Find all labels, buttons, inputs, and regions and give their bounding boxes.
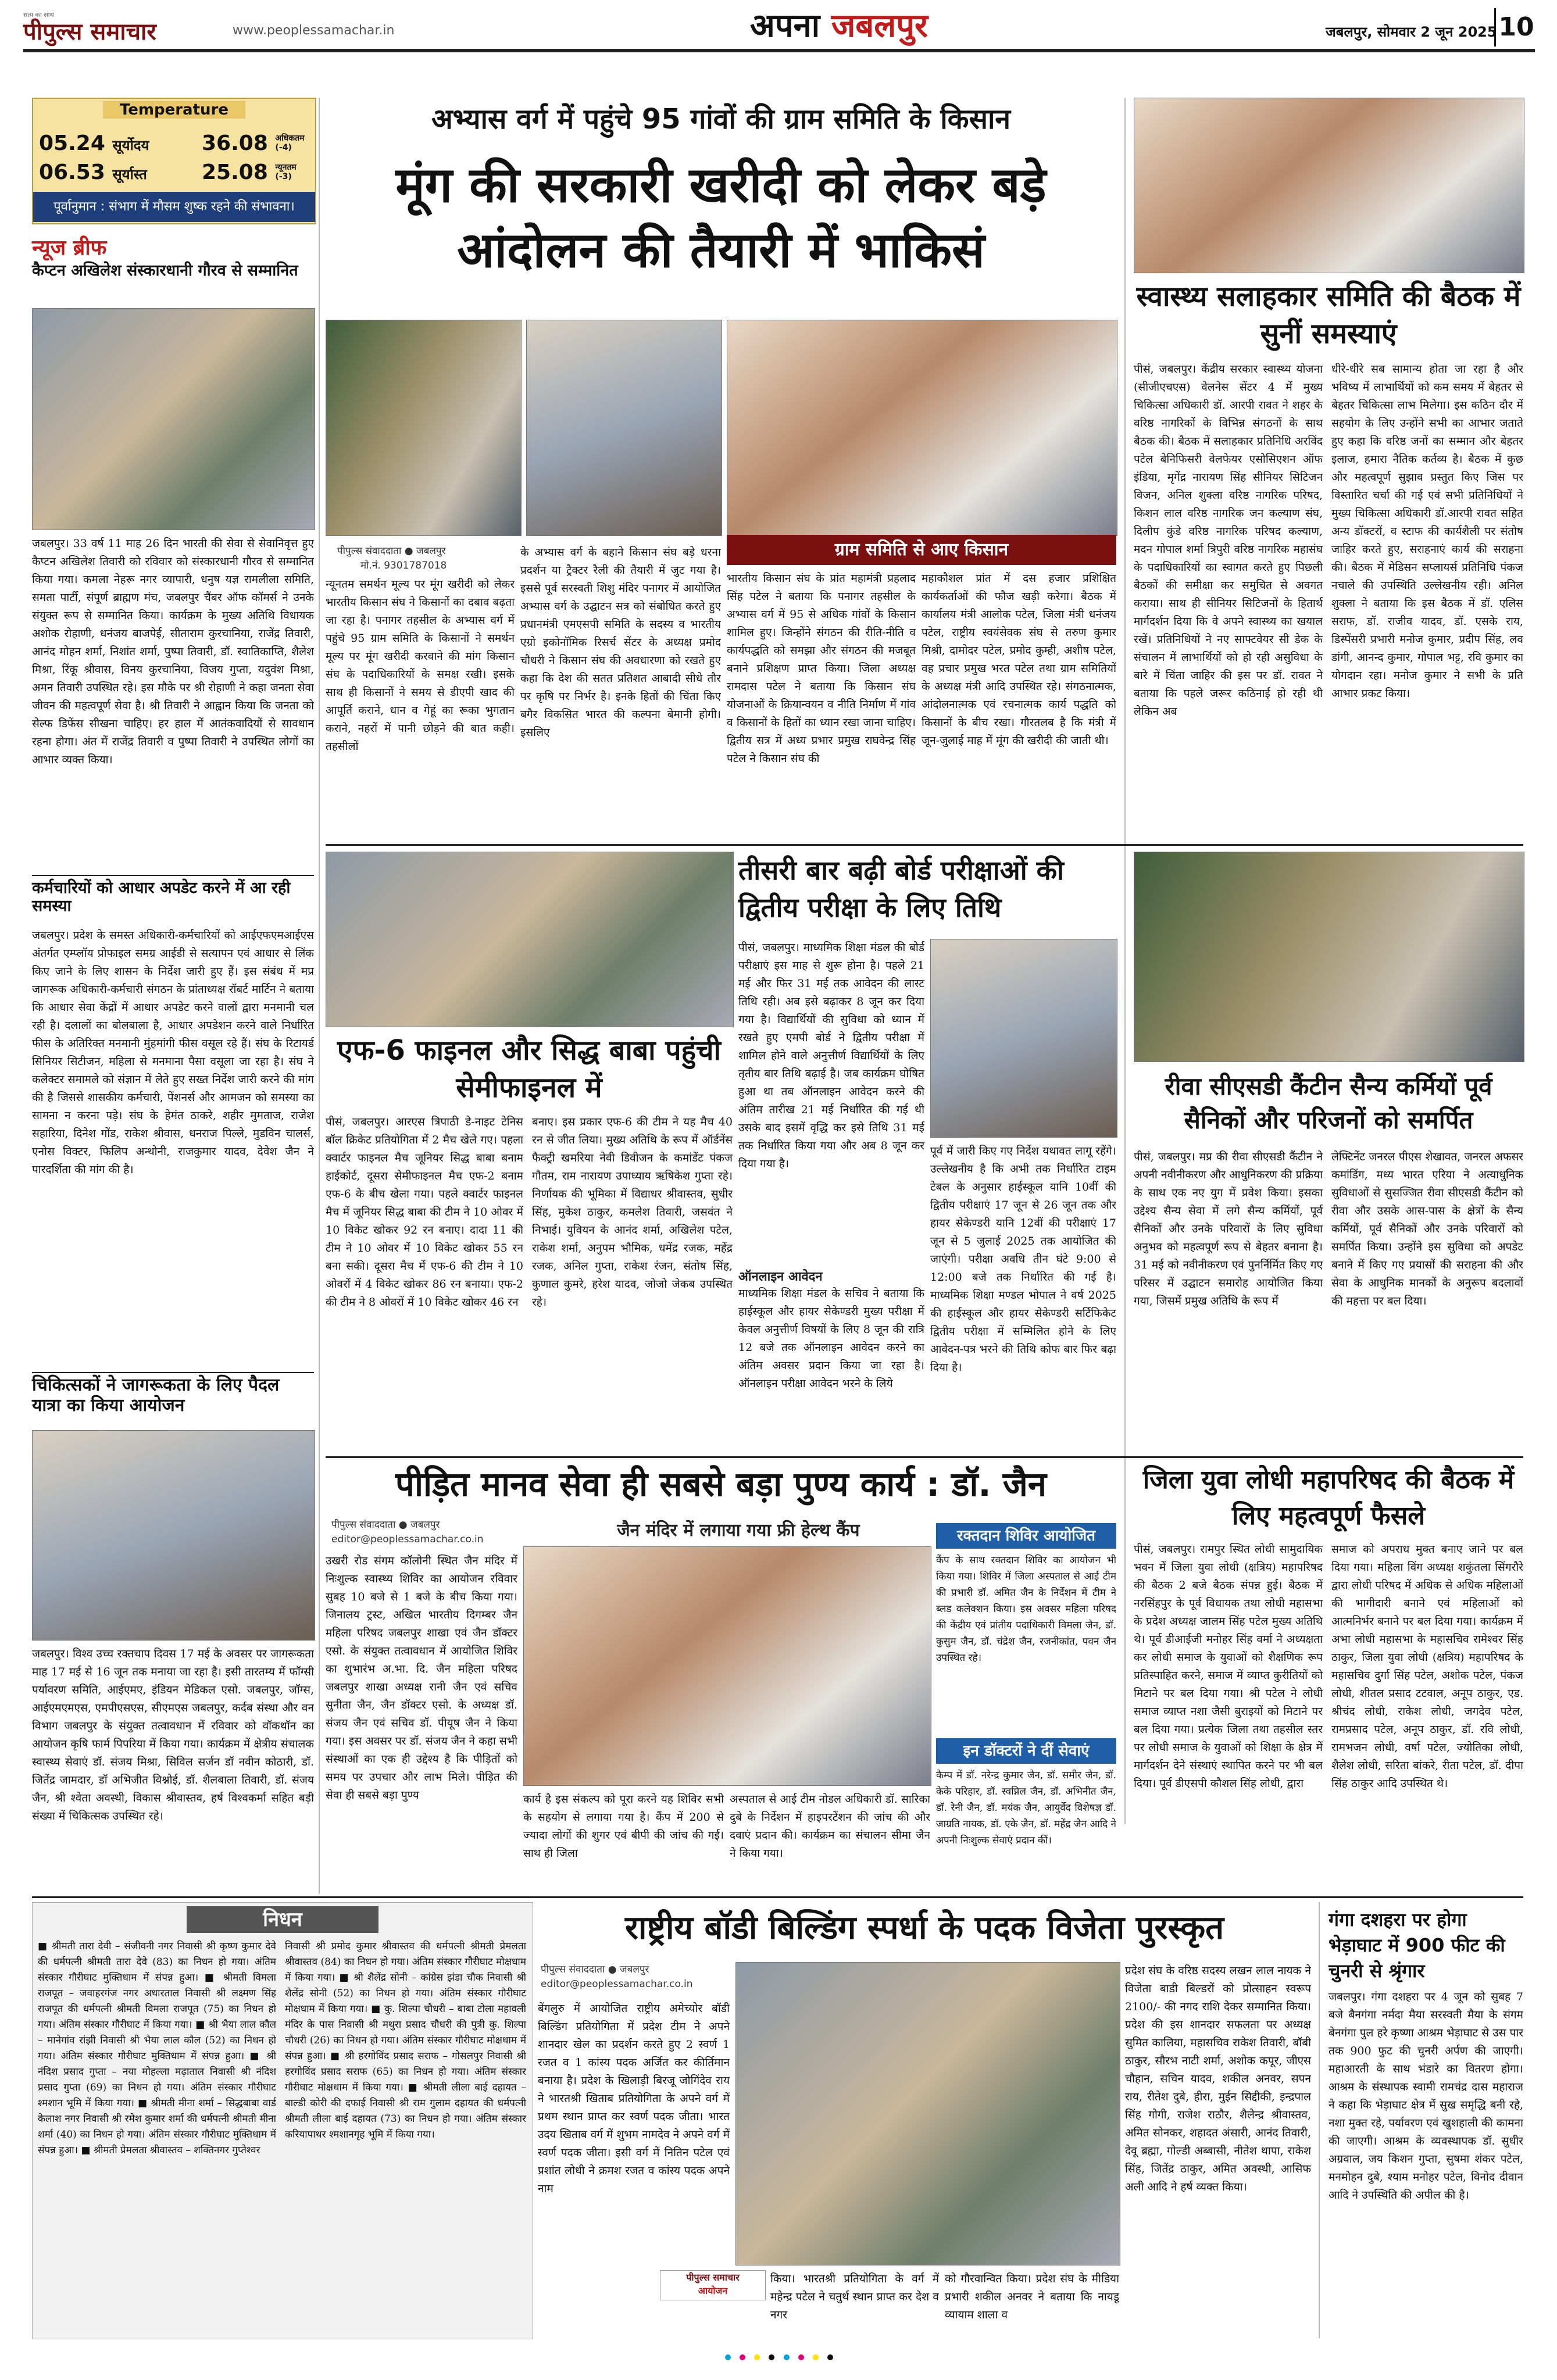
row-rule-2: [326, 1456, 1523, 1458]
min-temp-row: [202, 160, 310, 184]
weather-title: Temperature: [103, 101, 245, 119]
lead-kicker: अभ्यास वर्ग में पहुंचे 95 गांवों की ग्राम समिति के किसान: [431, 103, 1011, 135]
lead-col-3: भारतीय किसान संघ के प्रांत महामंत्री प्रहलाद सिंह पटेल ने बताया कि पनागर तहसील के अभ्यास वर्ग में 95 से अधिक गांवों के किसान शामिल हुए। जिन्होंने संगठन की रीति-नीति व कार्यपद्धति को समझा और संगठन की मजबूत बनाने प्रशिक्षण प्राप्त किया। जिला अध्यक्ष रामदास पटेल ने बताया कि किसान संघ योजनाओं के क्रियान्वयन व नीति निर्माण में गांव व किसानों के हितों का ध्यान रखा जाना चाहिए। द्वितीय सत्र में अध्य प्रभार प्रमुख राघवेन्द्र सिंह पटेल ने किसान संघ की: [727, 572, 916, 765]
bodybuilding-headline: राष्ट्रीय बॉडी बिल्डिंग स्पर्धा के पदक विजेता पुरस्कृत: [624, 1909, 1224, 1947]
brief1-body: जबलपुर। 33 वर्ष 11 माह 26 दिन भारती की सेवा से सेवानिवृत्त हुए कैप्टन अखिलेश तिवारी को रविवार को संस्कारधानी गौरव से सम्मानित किया गया। कमला नेहरू नगर व्यापारी, धनुष यज्ञ रामलीला समिति, समता पार्टी, संपूर्ण ब्राह्मण मंच, जबलपुर चैंबर ऑफ कॉमर्स ने उनके संयुक्त रूप से सम्मानित किया। कार्यक्रम के मुख्य अतिथि विधायक अशोक रोहाणी, धनंजय बाजपेई, सीताराम कुरचानिया, राजेंद्र तिवारी, आनंद मोहन शर्मा, निशांत शर्मा, पुष्पा तिवारी, डॉ. स्वातिकाप्ति, शैलेश मिश्रा, रिंकू श्रीवास, विनय कुरचानिया, विजय गुप्ता, यदुवंश मिश्रा, अमन तिवारी उपस्थित रहे। इस मौके पर श्री रोहाणी ने कहा जनता सेवा जीवन की महत्वपूर्ण सेवा है। श्री तिवारी ने आह्वान किया कि जनता को सेल्फ डिफेंस सीखना चाहिए। हर हाल में आतंकवादियों से सावधान रहना होगा। अंत में राजेंद्र तिवारी व पुष्पा तिवारी ने उपस्थित लोगों का आभार व्यक्त किया।: [32, 537, 314, 766]
lead-col-4: महाकौशल प्रांत में दस हजार प्रशिक्षित कार्यकर्ताओं की फौज खड़ी करेगा। बैठक में कार्यालय मंत्री आलोक पटेल, जिला मंत्री धनंजय पटेल, राष्ट्रीय स्वयंसेवक संघ से तरुण कुमार मिश्री, दामोदर पटेल, प्रमोद कुम्ही, अशीष पटेल, वह प्रचार प्रमुख भरत पटेल तथा ग्राम समितियों के अध्यक्ष मंत्री आदि उपस्थित रहे। संगठनात्मक, आंदोलनात्मक एवं रचनात्मक कार्य पद्धति को किसानों के बीच रखा। गौरतलब है कि मंत्री में जून-जुलाई माह में मूंग की खरीदी की जाती थी।: [922, 572, 1116, 747]
row-rule-3: [32, 1896, 1523, 1898]
jain-box2-body: कैम्प में डॉ. नरेन्द्र कुमार जैन, डॉ. समीर जैन, डॉ. केके परिहार, डॉ. स्वप्निल जैन, डॉ. अभिनीत जैन, डॉ. रेनी जैन, डॉ. मयंक जैन, आयुर्वेद विशेषज्ञ डॉ. जाग्रति नायक, डॉ. एके जैन, डॉ. महेंद्र जैन आदि ने अपनी निःशुल्क सेवाएं प्रदान कीं।: [936, 1770, 1116, 1846]
lead-col-2: के अभ्यास वर्ग के बहाने किसान संघ बड़े धरना प्रदर्शन या ट्रैक्टर रैली की तैयारी में जुट गया है। इससे पूर्व सरस्वती शिशु मंदिर पनागर में आयोजित अभ्यास वर्ग के उद्घाटन सत्र को संबोधित करते हुए प्रधानमंत्री एमएसपी समिति के सदस्य व भारतीय एग्रो इकोनॉमिक रिसर्च सेंटर के अध्यक्ष प्रमोद चौधरी ने किसान संघ की अवधारणा को रखते हुए कहा कि देश की सतत प्रतिशत आबादी सीधे तौर पर कृषि पर निर्भर है। इनके हितों की चिंता किए बगैर विकसित भारत की कल्पना बेमानी होगी। इसलिए: [520, 546, 721, 739]
min-temp-label: न्यूनतम (-3): [275, 163, 297, 181]
brief2-headline: कर्मचारियों को आधार अपडेट करने में आ रही समस्या: [32, 879, 291, 916]
jain-subhead: जैन मंदिर में लगाया गया फ्री हेल्थ कैंप: [617, 1520, 860, 1541]
brief2-body: जबलपुर। प्रदेश के समस्त अधिकारी-कर्मचारियों को आईएफएमआईएस अंतर्गत एम्प्लॉय प्रोफाइल समग्र आईडी से सत्यापन एवं आधार से लिंक किए जाने के लिए शासन के निर्देश जारी हुए हैं। इस संबंध में मप्र जागरूक अधिकारी-कर्मचारी संगठन के प्रांताध्यक्ष रॉबर्ट मार्टिन ने बताया कि आधार सेवा केंद्रों में आधार अपडेट करने वालों द्वारा मनमानी चल रही है। दलालों का बोलबाला है, आधार अपडेशन करने वाले निर्धारित फीस के अतिरिक्त मनमानी मुंहमांगी फीस वसूल रहे हैं। संघ के रिटायर्ड सिनियर सिटीजन, महिला से मनमाना पैसा वसूला जा रहा है। संघ ने कलेक्टर समामले को संज्ञान में लेते हुए सख्त निर्देश जारी करने की मांग की है जिससे शासकीय कर्मचारी, पेंशनर्स और आमजन को समस्या का सामना न करना पड़े। संघ के हेमंत ठाकरे, शहीर मुमताज, राजेश सहारिया, दिनेश गोंड, राकेश श्रीवास, धनराज पिल्ले, मुडविन चालर्स, एनोस विक्टर, फिलिप अन्थोनी, राजकुमार यादव, देवेश जैन ने पारदर्शिता की मांग की है।: [32, 929, 314, 1176]
masthead-rule: [23, 49, 1535, 52]
lodhi-col-1: पीसं, जबलपुर। रामपुर स्थित लोधी सामुदायिक भवन में जिला युवा लोधी (क्षत्रिय) महापरिषद की बैठक 2 बजे बैठक संपन्न हुई। बैठक में नरसिंहपुर के पूर्व विधायक तथा लोधी महासभा के प्रदेश अध्यक्ष जालम सिंह पटेल मुख्य अतिथि थे। पूर्व डीआईजी मनोहर सिंह वर्मा ने अध्यक्षता कर लोधी समाज के युवाओं को शैक्षणिक रूप प्रतिस्पाहित करने, समाज में व्याप्त कुरीतियों को मिटाने पर बल दिया गया। श्री पटेल ने लोधी समाज व्याप्त नशा जैसी बुराइयों को मिटाने पर बल दिया गया। प्रत्येक जिला तथा तहसील स्तर पर लोधी समाज के युवाओं को शिक्षा के क्षेत्र में मार्गदर्शन देने संस्थाएं स्थापित करने पर भी बल दिया। पूर्व डीएसपी कौशल सिंह लोधी, द्वारा: [1134, 1543, 1323, 1790]
col-separator-left: [319, 98, 320, 1894]
cricket-col-2: बनाए। इस प्रकार एफ-6 की टीम ने यह मैच 40 रन से जीत लिया। मुख्य अतिथि के रूप में ऑर्डनेंस फैक्ट्री खमरिया नेवी डिवीजन के कमांडेंट पंकज गौतम, राम नारायण उपाध्याय ऋषिकेश गुप्ता रहे। निर्णायक की भूमिका में विद्याधर श्रीवास्तव, सुधीर सिंह, मुकेश ठाकुर, कमलेश तिवारी, जसवंत ने निभाई। युवियन के आनंद शर्मा, अखिलेश पटेल, राकेश शर्मा, अनुपम भौमिक, धमेंद्र रजक, महेंद्र रजक, अनिल गुप्ता, राकेश रंजन, संतोष सिंह, कुणाल कुमरे, हरेश यादव, जोजो जेकब उपस्थित रहे।: [532, 1116, 733, 1309]
health-photo: [1134, 98, 1524, 273]
registration-dot: [784, 2354, 790, 2360]
jain-box1-body: कैंप के साथ रक्तदान शिविर का आयोजन भी किया गया। शिविर में जिला अस्पताल से आई टीम की प्रभारी डॉ. अमित जैन के निर्देशन में टीम ने ब्लड कलेक्शन किया। इस अवसर महिला परिषद की केंद्रीय एवं प्रांतीय पदाधिकारी विमला जैन, डॉ. कुसुम जैन, डॉ. चंद्रेश जैन, रजनीकांत, पवन जैन उपस्थित रहे।: [936, 1554, 1116, 1664]
registration-dot: [813, 2354, 819, 2360]
brief1-headline: कैप्टन अखिलेश संस्कारधानी गौरव से सम्मानित: [32, 262, 298, 280]
lead-byline: पीपुल्स संवाददाता ● जबलपुर: [337, 545, 446, 557]
bodybuilding-col-1: बेंगलुरु में आयोजित राष्ट्रीय अमेच्योर बॉडी बिल्डिंग प्रतियोगिता में प्रदेश टीम ने अपने शानदार खेल का प्रदर्शन करते हुए 2 स्वर्ण 1 रजत व 1 कांस्य पदक अर्जित कर कीर्तिमान बनाया है। प्रदेश के खिलाड़ी बिरजू जोगिंदेव राय ने भारतश्री खिताब प्रतियोगिता के अपने वर्ग में प्रथम स्थान प्राप्त कर स्वर्ण पदक जीता। भारत उदय खिताब वर्ग में शुभम नामदेव ने अपने वर्ग में स्वर्ण पदक जीता। इसी वर्ग में नितिन पटेल एवं प्रशांत लोधी ने क्रमश रजत व कांस्य पदक अपने नाम: [538, 2002, 730, 2195]
section-title: [750, 8, 928, 44]
canteen-col-2: लेफ्टिनेंट जनरल पीएस शेखावत, जनरल अफसर कमांडिंग, मध्य भारत एरिया ने अत्याधुनिक सुविधाओं से सुसज्जित रीवा सीएसडी कैंटीन को रीवा और उसके आस-पास के क्षेत्रों के सैन्य कर्मियों, पूर्व सैनिकों और उनके परिवारों को समर्पित किया। उन्होंने इस सुविधा को अपडेट बनाने में किए गए प्रयासों की सराहना की और सेवा के आधुनिक मानकों के अनुरूप बदलावों की महत्ता पर बल दिया।: [1331, 1150, 1523, 1307]
section-city: जबलपुर: [831, 7, 928, 45]
row-rule-1: [326, 844, 1523, 846]
lead-col-1: न्यूनतम समर्थन मूल्य पर मूंग खरीदी को लेकर भारतीय किसान संघ ने किसानों का दबाव बढ़ता जा रहा है। पनागर तहसील के अभ्यास वर्ग में पहुंचे 95 ग्राम समिति के किसानों ने समर्थन मूल्य पर मूंग खरीदी करवाने की मांग किसान संघ के पदाधिकारियों के समक्ष रखी। इसके साथ ही किसानों ने समय से डीएपी खाद की आपूर्ति कराने, धान व गेहूं का रूका भुगतान कराने, नहरों में पानी छोड़ने की बात कही। तहसीलों: [326, 578, 515, 753]
lead-photo-caption: ग्राम समिति से आए किसान: [727, 535, 1116, 565]
section-prefix: अपना: [750, 7, 820, 45]
sunrise-label: सूर्योदय: [112, 137, 149, 153]
cricket-headline: एफ-6 फाइनल और सिद्ध बाबा पहुंची सेमीफाइनल में: [337, 1034, 721, 1104]
jain-box2-title: इन डॉक्टरों ने दीं सेवाएं: [936, 1738, 1116, 1764]
exam-subhead: ऑनलाइन आवेदन: [738, 1270, 823, 1284]
brand-logo: [23, 10, 215, 44]
exam-col-1: पीसं, जबलपुर। माध्यमिक शिक्षा मंडल की बोर्ड परीक्षाएं इस माह से शुरू होना है। पहले 21 मई और फिर 31 मई तक आवेदन की लास्ट तिथि रही। अब इसे बढ़ाकर 8 जून कर दिया गया है। विद्यार्थियों की सुविधा को ध्यान में रखते हुए एमपी बोर्ड ने द्वितीय परीक्षा में शामिल होने वाले अनुत्तीर्ण विद्यार्थियों के लिए तृतीय बार तिथि बढ़ाई है। जब कार्यक्रम घोषित हुआ था तब ऑनलाइन आवेदन करने की अंतिम तारीख 21 मई निर्धारित की गई थी उसके बाद इसमें वृद्धि कर इसे तिथि 31 मई तक निर्धारित किया गया और अब 8 जून कर दिया गया है।: [738, 941, 924, 1170]
brief1-photo: [32, 308, 315, 530]
lead-headline: मूंग की सरकारी खरीदी को लेकर बड़े आंदोलन की तैयारी में भाकिसं: [395, 156, 1047, 278]
jain-photo: [523, 1546, 931, 1786]
exam-photo: [930, 939, 1117, 1138]
exam-col-1b: माध्यमिक शिक्षा मंडल के सचिव ने बताया कि हाईस्कूल और हायर सेकेण्डरी मुख्य परीक्षा में केवल अनुत्तीर्ण विषयों के लिए 8 जून की रात्रि 12 बजे तक ऑनलाइन आवेदन करने का अंतिम अवसर प्रदान किया जा रहा है। ऑनलाइन परीक्षा आवेदन भरने के लिये: [738, 1287, 924, 1390]
jain-box1-title: रक्तदान शिविर आयोजित: [936, 1523, 1116, 1549]
registration-dot: [798, 2354, 804, 2360]
sunrise-time: 05.24: [39, 131, 105, 155]
lead-mobile: मो.नं. 9301787018: [360, 560, 447, 571]
bodybuilding-byline: पीपुल्स संवाददाता ● जबलपुर: [541, 1964, 649, 1975]
lodhi-col-2: समाज को अपराध मुक्त बनाए जाने पर बल दिया गया। महिला विंग अध्यक्ष शकुंतला सिंगरौरे द्वारा लोधी परिषद में अधिक से अधिक महिलाओं की भागीदारी बनाने एवं महिलाओं को आत्मनिर्भर बनाने पर बल दिया गया। कार्यक्रम में अभा लोधी महासभा के महासचिव रामेश्वर सिंह ठाकुर, जिला युवा लोधी (क्षत्रिय) महापरिषद के महासचिव दुर्गा सिंह पटेल, अशोक पटेल, पंकज लोधी, शीतल प्रसाद टटवाल, अनूप ठाकुर, एड. श्रीचंद लोधी, राकेश लोधी, जगदेव पटेल, रामप्रसाद पटेल, अनूप ठाकुर, डॉ. रवि लोधी, रामभजन लोधी, वर्षा पटेल, ज्योतिका लोधी, शैलेश लोधी, सरिता बांकरे, रीता पटेल, डॉ. दीपा सिंह ठाकुर आदि उपस्थित थे।: [1331, 1543, 1523, 1790]
exam-col-2: पूर्व में जारी किए गए निर्देश यथावत लागू रहेंगे। उल्लेखनीय है कि अभी तक निर्धारित टाइम टेबल के अनुसार हाईस्कूल यानि 10वीं की द्वितीय परीक्षाएं 17 जून से 26 जून तक और हायर सेकेण्डरी यानि 12वीं की परीक्षाएं 17 जून से 5 जुलाई 2025 तक आयोजित की जाएंगी। परीक्षा अवधि तीन घंटे 9:00 से 12:00 बजे तक निर्धारित की गई है। माध्यमिक शिक्षा मण्डल भोपाल ने वर्ष 2025 की हाईस्कूल और हायर सेकेण्डरी सर्टिफिकेट द्वितीय परीक्षा में सम्मिलित होने के लिए आवेदन-पत्र भरने की तिथि कोफ बार फिर बढ़ा दिया है।: [930, 1145, 1116, 1374]
registration-dot: [740, 2354, 745, 2360]
exam-headline: तीसरी बार बढ़ी बोर्ड परीक्षाओं की द्वितीय परीक्षा के लिए तिथि: [738, 855, 1064, 923]
bodybuilding-col-4: प्रदेश संघ के वरिष्ठ सदस्य लखन लाल नायक ने विजेता बाडी बिल्डरों को प्रोत्साहन स्वरूप 2100/- की नगद राशि देकर सम्मानित किया। प्रदेश की इस शानदार सफलता पर अध्यक्ष सुमित कालिया, महासचिव राकेश तिवारी, बॉबी ठाकुर, सौरभ नाटी शर्मा, अशोक कपूर, जीएस चौहान, सचिन यादव, शकील अनवर, सपन राय, रीतेश दुबे, हीरा, मुईन सिद्दीकी, इन्द्रपाल सिंह गोगी, राजेश राठौर, शैलेन्द्र श्रीवास्तव, अमित सोनकर, शहादत अंसारी, आनंद तिवारी, देवू ब्रह्मा, गोल्डी अब्बासी, नीतेश थापा, राकेश सिंह, जितेंद्र ठाकुर, अमित अवस्थी, आसिफ अली आदि ने हर्ष व्यक्त किया।: [1125, 1964, 1311, 2193]
jain-headline: पीड़ित मानव सेवा ही सबसे बड़ा पुण्य कार्य : डॉ. जैन: [395, 1464, 1047, 1504]
weather-box: [32, 98, 316, 224]
masthead: [23, 8, 1535, 47]
bodybuilding-photo-label: आयोजन: [698, 2285, 728, 2296]
canteen-col-1: पीसं, जबलपुर। मप्र की रीवा सीएसडी कैंटीन ने अपनी नवीनीकरण और आधुनिकरण की प्रक्रिया के साथ एक नए युग में प्रवेश किया। इसका उद्देश्य सैन्य सेवा में लगे सैन्य कर्मियों, पूर्व सैनिकों और उनके परिवारों के लिए सुविधा अनुभव को महत्वपूर्ण रूप से बेहतर बनाना है। 31 मई को नवीनीकरण एवं पुनर्निर्मित किए गए परिसर में उद्घाटन समारोह आयोजित किया गया, जिसमें प्रमुख अतिथि के रूप में: [1134, 1150, 1323, 1307]
brief-divider-1: [32, 875, 314, 876]
brief3-headline: चिकित्सकों ने जागरूकता के लिए पैदल यात्रा का किया आयोजन: [32, 1375, 280, 1416]
min-temp: 25.08: [202, 160, 268, 184]
cricket-col-1: पीसं, जबलपुर। आरएस त्रिपाठी डे-नाइट टेनिस बॉल क्रिकेट प्रतियोगिता में 2 मैच खेले गए। पहला क्वार्टर फाइनल मैच जूनियर सिद्ध बाबा बनाम हाईकोर्ट, दूसरा सेमीफाइनल मैच एफ-2 बनाम एफ-6 के बीच खेला गया। पहले क्वार्टर फाइनल मैच में जूनियर सिद्ध बाबा की टीम ने 10 ओवर में 10 विकेट खोकर 92 रन बनाए। दादा 11 की टीम ने 10 ओवर में 10 विकेट खोकर 55 रन बना सकी। दूसरा मैच में एफ-6 की टीम ने 10 ओवरों में 4 विकेट खोकर 86 रन बनाया। एफ-2 की टीम ने 8 ओवरों में 10 विकेट खोकर 46 रन: [326, 1116, 523, 1309]
canteen-headline: रीवा सीएसडी कैंटीन सैन्य कर्मियों पूर्व सैनिकों और परिजनों को समर्पित: [1165, 1072, 1492, 1134]
registration-dot: [754, 2354, 760, 2360]
max-temp-row: [202, 131, 310, 155]
page-number: 10: [1494, 8, 1537, 47]
brand-tagline: सत्य का साथ: [23, 11, 54, 19]
brand-name: पीपुल्स समाचार: [23, 19, 156, 45]
jain-col-2: कार्य है इस संकल्प को पूरा करने यह शिविर सभी के सहयोग से लगाया गया है। कैंप में 200 से ज्यादा लोगों की शुगर एवं बीपी की जांच की गई। साथ ही जिला: [523, 1793, 724, 1860]
registration-dot: [769, 2354, 774, 2360]
health-headline: स्वास्थ्य सलाहकार समिति की बैठक में सुनीं समस्याएं: [1136, 280, 1521, 350]
bodybuilding-email[interactable]: editor@peoplessamachar.co.in: [541, 1978, 693, 1990]
registration-dot: [725, 2354, 731, 2360]
max-temp: 36.08: [202, 131, 268, 155]
col-separator-right: [1124, 98, 1126, 1824]
jain-email[interactable]: editor@peoplessamachar.co.in: [331, 1534, 484, 1545]
bodybuilding-photo: [735, 1962, 1120, 2265]
health-col-2: धीरे-धीरे सब सामान्य होता जा रहा है और भविष्य में लाभार्थियों को कम समय में बेहतर से बेहतर चिकित्सा लाभ मिलेगा। इस कठिन दौर में सहयोग के लिए उन्होंने सभी का आभार जताते हुए कहा कि वरिष्ठ जनों का सम्मान और बेहतर इलाज, हमारा नैतिक कर्तव्य है। बैठक में कुछ और महत्वपूर्ण सुझाव प्रस्तुत किए जिस पर विस्तारित चर्चा की गई एवं सभी प्रतिनिधियों ने मुख्य चिकित्सा अधिकारी डॉ.आरपी रावत सहित अन्य डॉक्टरों, व स्टाफ की कार्यशैली पर संतोष जाहिर करते हुए, सराहनाएं कार्य की सराहना की। बैठक में मेडिसन सप्लायर्स प्रतिनिधि पंकज नचाले की उपस्थिति उल्लेखनीय रही। अनिल शुक्ला ने बताया कि इस बैठक में डॉ. एलिस सराफ, डॉ. राजीव यादव, डॉ. एसके राय, डिस्पेंसरी प्रभारी मनोज कुमार, प्रदीप सिंह, लव डांगी, आनन्द कुमार, गोपाल भट्ट, रवि कुमार का योगदान रहा। मनोज कुमार ने सभी के प्रति आभार प्रकट किया।: [1331, 363, 1523, 700]
dateline: जबलपुर, सोमवार 2 जून 2025: [1326, 24, 1497, 40]
health-col-1: पीसं, जबलपुर। केंद्रीय सरकार स्वास्थ्य योजना (सीजीएचएस) वेलनेस सेंटर 4 में मुख्य चिकित्सा अधिकारी डॉ. आरपी रावत ने शहर के वरिष्ठ नागरिकों के विभिन्न संगठनों के साथ बैठक की। बैठक में सलाहकार प्रतिनिधि अरविंद पटेल बेनिफिसरी वेलफेयर एसोसिएशन ऑफ इंडिया, मृगेंद्र नारायण सिंह सीनियर सिटिजन विजन, अनिल शुक्ला वरिष्ठ नागरिक परिषद, किशन लाल वरिष्ठ नागरिक जन कल्याण संघ, दिलीप कुंडे वरिष्ठ नागरिक परिषद कल्याण, मदन गोपाल शर्मा त्रिपुरी वरिष्ठ नागरिक महासंघ के पदाधिकारियों का स्वागत करते हुए पिछली बैठकों की समीक्षा कर समुचित से अवगत कराया। साथ ही सीनियर सिटिजनों के हितार्थ मार्गदर्शन दिया कि वे अपने स्वास्थ्य का खयाल रखें। प्रतिनिधियों ने नए साफ्टवेयर सी डेक के संचालन में लाभार्थियों को हो रही असुविधा के बारे में चिंता जाहिर की इस पर डॉ. रावत ने बताया कि पहले जरूर कठिनाई हो रही थी लेकिन अब: [1134, 363, 1323, 718]
brief-divider-2: [32, 1372, 314, 1373]
sunrise-row: [39, 131, 149, 155]
max-temp-label: अधिकतम (-4): [275, 134, 305, 152]
lodhi-headline: जिला युवा लोधी महापरिषद की बैठक में लिए महत्वपूर्ण फैसले: [1142, 1465, 1515, 1531]
brief3-photo: [32, 1430, 315, 1641]
site-url[interactable]: www.peoplessamachar.in: [233, 23, 395, 38]
canteen-photo: [1134, 852, 1524, 1062]
print-registration-marks: [23, 2352, 1535, 2369]
obituary-col-2: निवासी श्री प्रमोद कुमार श्रीवास्तव की धर्मपत्नी श्रीमती प्रेमलता श्रीवास्तव (84) का निधन हो गया। अंतिम संस्कार गौरीघाट मोक्षधाम में किया गया। ■ श्री शैलेंद्र सोनी – कांग्रेस झंडा चौक निवासी श्री शैलेंद्र सोनी (52) का निधन हो गया। अंतिम संस्कार गौरीघाट मोक्षधाम में किया गया। ■ कु. शिल्पा चौधरी – बाबा टोला महावली मंदिर के पास निवासी श्री मथुरा प्रसाद चौधरी की पुत्री कु. शिल्पा चौधरी (26) का निधन हो गया। अंतिम संस्कार गौरीघाट मोक्षधाम में संपन्न हुआ। ■ श्री हरगोविंद प्रसाद सराफ – गोसलपुर निवासी श्री हरगोविंद प्रसाद सराफ (65) का निधन हो गया। अंतिम संस्कार गौरीघाट मोक्षधाम में किया गया। ■ श्रीमती लीला बाई दहायत – बाल्डी कोरी की दफाई निवासी श्री राम गुलाम दहायत की धर्मपत्नी श्रीमती लीला बाई दहायत (73) का निधन हो गया। अंतिम संस्कार करियापाथर श्मशानगृह भूमि में किया गया।: [285, 1941, 526, 2140]
brief3-body: जबलपुर। विश्व उच्च रक्तचाप दिवस 17 मई के अवसर पर जागरूकता माह 17 मई से 16 जून तक मनाया जा रहा है। इसी तारतम्य में फॉग्सी पर्यावरण समिति, आईएमए, इंडियन मेडिकल एसो. जबलपुर, जॉग्स, आईएमएमएस, एमपीएसएस, सीएमएस जबलपुर, कर्दब संस्था और वन विभाग जबलपुर के संयुक्त तत्वावधान में रविवार को वॉकथॉन का आयोजन कृषि फार्म पिपरिया में किया गया। कार्यक्रम में क्षेत्रीय संचालक स्वास्थ्य सेवाएं डॉ. संजय मिश्रा, सिविल सर्जन डॉ नवीन कोठारी, डॉ. जितेंद्र जामदार, डॉ अभिजीत विश्नोई, डॉ. शैलबाला तिवारी, डॉ. संजय जैन, श्री श्वेता अवस्थी, विकास श्रीवास्तव, हर्ष विश्वकर्मा सहित बड़ी संख्या में चिकित्सक उपस्थित रहे।: [32, 1648, 314, 1822]
bodybuilding-col-2: किया। भारतश्री प्रतियोगिता के वर्ग में महेन्द्र पटेल ने चतुर्थ स्थान प्राप्त कर देश व नगर: [770, 2272, 939, 2321]
obituary-title: निधन: [187, 1906, 378, 1933]
sunset-time: 06.53: [39, 160, 105, 184]
lead-photo-3: [727, 320, 1117, 536]
bodybuilding-col-3: को गौरवान्वित किया। प्रदेश संघ के मीडिया प्रभारी शकील अनवर ने बताया कि नायडू व्यायाम शाला व: [945, 2272, 1119, 2321]
lead-photo-1: [326, 320, 522, 536]
lead-photo-2: [526, 320, 722, 536]
weather-forecast: पूर्वानुमान : संभाग में मौसम शुष्क रहने की संभावना।: [33, 192, 315, 222]
ganga-body: जबलपुर। गंगा दशहरा पर 4 जून को सुबह 7 बजे बैनगंगा नर्मदा मैया सरस्वती मैया के संगम बेनगंगा पुल हरे कृष्णा आश्रम भेड़ाघाट से उस पार तक 900 फुट की चुनरी अर्पण की जाएगी। महाआरती के साथ भंडारे का वितरण होगा। आश्रम के संस्थापक स्वामी रामचंद्र दास महाराज ने कहा कि भेड़ाघाट क्षेत्र में सुख समृद्धि बनी रहे, नशा मुक्त रहे, पर्यावरण एवं खुशहाली की कामना की जाएगी। आश्रम के व्यवस्थापक डॉ. सुधीर अग्रवाल, जय किशन गुप्ता, सुषमा शंकर पटेल, मनमोहन दुबे, श्याम मनोहर पटेल, विनोद दीवान आदि ने उपस्थिति की अपील की है।: [1329, 1991, 1523, 2202]
sunset-row: [39, 160, 147, 184]
jain-byline: पीपुल्स संवाददाता ● जबलपुर: [331, 1519, 440, 1531]
obituary-col-1: ■ श्रीमती तारा देवी – संजीवनी नगर निवासी श्री कृष्ण कुमार देवे की धर्मपत्नी श्रीमती तारा देवे (83) का निधन हो गया। अंतिम संस्कार गौरीघाट मुक्तिधाम में संपन्न हुआ। ■ श्रीमती विमला राजपूत – जवाहरगंज नगर अधारताल निवासी श्री लक्ष्मण सिंह राजपूत की धर्मपत्नी श्रीमती विमला राजपूत (75) का निधन हो गया। अंतिम संस्कार गौरीघाट में किया गया। ■ श्री भैया लाल कौल – मानेगांव रांझी निवासी श्री भैया लाल कौल (52) का निधन हो गया। अंतिम संस्कार गौरीघाट मुक्तिधाम में संपन्न हुआ। ■ श्री नंदिश प्रसाद गुप्ता – नया मोहल्ला मढ़ाताल निवासी श्री नंदिश प्रसाद गुप्ता (69) का निधन हो गया। अंतिम संस्कार गौरीघाट श्मशान भूमि में किया गया। ■ श्रीमती मीना शर्मा – सिद्धबाबा वार्ड केलाश नगर निवासी श्री रमेश कुमार शर्मा की धर्मपत्नी श्रीमती मीना शर्मा (40) का निधन हो गया। अंतिम संस्कार गौरीघाट मुक्तिधाम में संपन्न हुआ। ■ श्रीमती प्रेमलता श्रीवास्तव – शक्तिनगर गुप्तेश्वर: [38, 1941, 276, 2156]
jain-col-3: अस्पताल से आई टीम नोडल अधिकारी डॉ. सारिका दुबे के निर्देशन में हाइपरटेंशन की जांच की और दवाएं प्रदान की। कार्यक्रम का संचालन सीमा जैन ने किया गया।: [730, 1793, 930, 1860]
cricket-photo: [326, 852, 734, 1027]
registration-dot: [827, 2354, 833, 2360]
ganga-headline: गंगा दशहरा पर होगा भेड़ाघाट में 900 फीट की चुनरी से श्रृंगार: [1329, 1909, 1505, 1982]
news-brief-label: न्यूज ब्रीफ: [32, 236, 107, 260]
bodybuilding-photo-tag: [660, 2270, 766, 2300]
bodybuilding-photo-sponsor: पीपुल्स समाचार: [686, 2272, 740, 2283]
sunset-label: सूर्यास्त: [112, 166, 147, 183]
jain-col-1: उखरी रोड संगम कॉलोनी स्थित जैन मंदिर में निःशुल्क स्वास्थ्य शिविर का आयोजन रविवार सुबह 10 बजे से 1 बजे के बीच किया गया। जिनालय ट्रस्ट, अखिल भारतीय दिगम्बर जैन महिला परिषद जबलपुर शाखा एवं जैन डॉक्टर एसो. के संयुक्त तत्वावधान में आयोजित शिविर का शुभारंभ अ.भा. दि. जैन महिला परिषद जबलपुर शाखा अध्यक्ष रानी जैन एवं सचिव सुनीता जैन, जैन डॉक्टर एसो. के अध्यक्ष डॉ. संजय जैन एवं सचिव डॉ. पीयूष जैन ने किया गया। इस अवसर पर डॉ. संजय जैन ने कहा सभी संस्थाओं का एक ही उद्देश्य है कि पीड़ितों को समय पर उपचार और लाभ मिले। पीड़ित की सेवा ही सबसे बड़ा पुण्य: [326, 1554, 517, 1802]
